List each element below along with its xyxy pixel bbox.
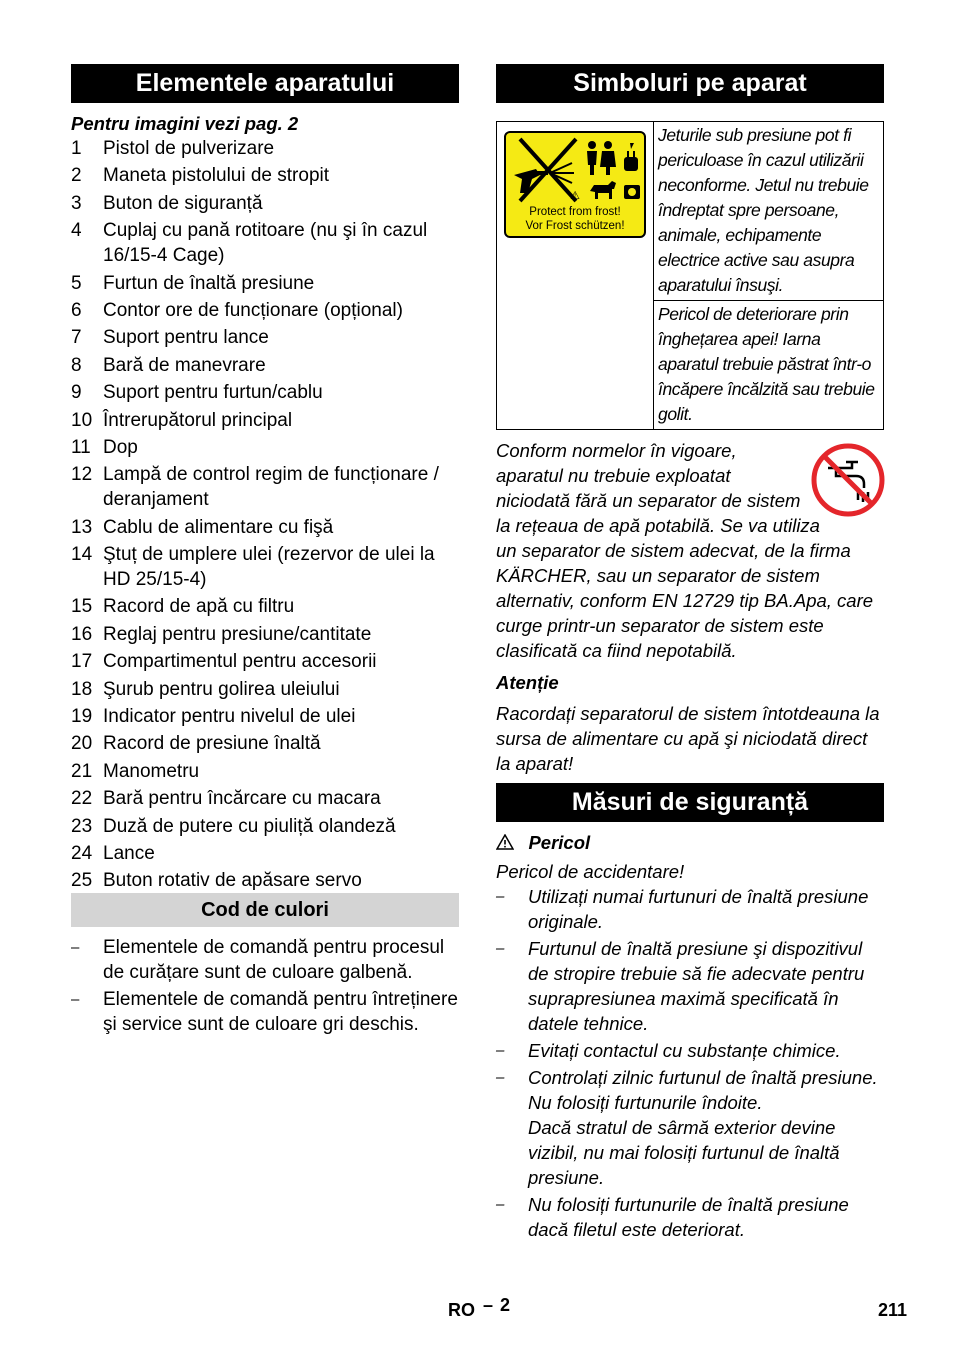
device-element-item: [71, 622, 459, 647]
device-element-item: [71, 704, 459, 729]
page-footer: [0, 1295, 954, 1328]
section-heading-symbols: Simboluri pe aparat: [496, 64, 884, 103]
item-number: 8: [71, 354, 82, 376]
danger-item-line: Nu folosiți furtunurile îndoite.: [528, 1092, 763, 1113]
device-element-item: [71, 841, 459, 866]
device-element-item: [71, 191, 459, 216]
symbol-text-frost: Pericol de deteriorare prin înghețarea apei! Iarna aparatul trebuie păstrat într-o încăpere încălzită sau trebuie golit.: [654, 301, 884, 430]
item-number: 25: [71, 870, 93, 892]
item-number: 1: [71, 138, 82, 159]
no-drinking-water-icon: [810, 442, 886, 518]
item-text: Manometru: [103, 760, 200, 782]
danger-intro: Pericol de accidentare!: [496, 861, 685, 882]
color-code-heading: Cod de culori: [71, 893, 459, 927]
item-text: Furtun de înaltă presiune: [103, 272, 315, 294]
item-text: Maneta pistolului de stropit: [103, 165, 330, 187]
danger-item-line: Nu folosiți furtunurile de înaltă presiune dacă filetul este deteriorat.: [528, 1194, 849, 1240]
device-element-item: [71, 542, 459, 592]
item-text: Duză de putere cu piuliță olandeză: [103, 815, 396, 837]
section-heading-device-elements: Elementele aparatului: [71, 64, 459, 103]
danger-item-line: Controlați zilnic furtunul de înaltă presiune.: [528, 1067, 878, 1088]
danger-item-line: Dacă stratul de sârmă exterior devine vizibil, nu mai folosiți furtunul de înaltă presiune.: [528, 1117, 840, 1188]
item-number: 14: [71, 544, 93, 566]
item-text: Reglaj pentru presiune/cantitate: [103, 623, 372, 645]
color-code-text: Elementele de comandă pentru întreținere şi service sunt de culoare gri deschis.: [103, 988, 458, 1035]
device-element-item: [71, 759, 459, 784]
separator-block: [496, 438, 884, 663]
item-text: Lampă de control regim de funcționare / deranjament: [103, 464, 439, 511]
item-text: Bară pentru încărcare cu macara: [103, 788, 381, 810]
left-column: [71, 64, 459, 1039]
item-number: 5: [71, 272, 82, 294]
item-text: Suport pentru lance: [103, 327, 269, 349]
footer-sub-page: 2: [500, 1295, 511, 1315]
device-element-item: [71, 731, 459, 756]
warning-triangle-icon: ⚠: [570, 190, 580, 202]
item-number: 12: [71, 464, 93, 486]
item-text: Bară de manevrare: [103, 354, 266, 376]
item-number: 15: [71, 596, 93, 618]
item-number: 23: [71, 815, 93, 837]
symbol-text-pressure-jet: Jeturile sub presiune pot fi periculoase în cazul utilizării neconforme. Jetul nu trebuie îndreptat spre persoane, animale, echipamente electrice active sau asupra aparatului însuşi.: [654, 122, 884, 301]
item-number: 6: [71, 299, 82, 321]
page-number: 211: [878, 1300, 908, 1320]
item-number: 20: [71, 733, 93, 755]
item-text: Dop: [103, 436, 138, 458]
item-number: 22: [71, 788, 93, 810]
bullet-dash: –: [496, 1042, 505, 1059]
footer-dash: –: [483, 1295, 494, 1315]
item-text: Şurub pentru golirea uleiului: [103, 678, 340, 700]
danger-item: [496, 1038, 884, 1063]
item-text: Pistol de pulverizare: [103, 138, 275, 159]
danger-heading-row: [496, 831, 884, 855]
item-number: 19: [71, 706, 93, 728]
device-element-item: [71, 136, 459, 161]
item-number: 24: [71, 842, 93, 864]
item-text: Racord de apă cu filtru: [103, 596, 295, 618]
item-text: Contor ore de funcționare (opțional): [103, 299, 403, 321]
bullet-dash: –: [496, 1069, 505, 1086]
frost-label-line-de: Vor Frost schützen!: [525, 220, 625, 232]
device-element-item: [71, 649, 459, 674]
item-number: 2: [71, 165, 82, 187]
item-text: Indicator pentru nivelul de ulei: [103, 706, 356, 728]
danger-item: [496, 884, 884, 934]
item-number: 17: [71, 651, 93, 673]
device-element-item: [71, 163, 459, 188]
item-text: Suport pentru furtun/cablu: [103, 382, 323, 404]
frost-label-line-ro: Protect from frost!: [529, 206, 621, 218]
danger-item: [496, 936, 884, 1036]
danger-item-line: Utilizați numai furtunuri de înaltă presiune originale.: [528, 886, 869, 932]
device-element-item: [71, 271, 459, 296]
device-element-item: [71, 353, 459, 378]
see-images-note: Pentru imagini vezi pag. 2: [71, 113, 299, 134]
electric-plug-icon: [624, 143, 638, 171]
device-element-item: [71, 462, 459, 512]
item-number: 21: [71, 760, 93, 782]
device-elements-list: [71, 136, 459, 893]
symbol-image-cell: [497, 122, 654, 430]
device-element-item: [71, 868, 459, 893]
danger-item-line: Furtunul de înaltă presiune şi dispozitivul de stropire trebuie să fie adecvate pentru suprapresiunea maximă specificată în datele tehnice.: [528, 938, 865, 1034]
frost-warning-label: [504, 131, 646, 238]
item-text: Compartimentul pentru accesorii: [103, 651, 377, 673]
attention-text: Racordați separatorul de sistem întotdeauna la sursa de alimentare cu apă şi niciodată direct la aparat!: [496, 703, 880, 774]
danger-heading: Pericol: [528, 832, 591, 853]
item-number: 11: [71, 436, 91, 458]
people-icon: [587, 141, 616, 175]
device-element-item: [71, 408, 459, 433]
color-code-text: Elementele de comandă pentru procesul de curățare sunt de culoare galbenă.: [103, 936, 445, 983]
item-text: Lance: [103, 842, 155, 864]
item-number: 9: [71, 382, 82, 404]
frost-label-text: [506, 205, 644, 233]
item-text: Racord de presiune înaltă: [103, 733, 321, 755]
bullet-dash: –: [496, 1196, 505, 1213]
symbols-table: [496, 121, 884, 430]
color-code-item: [71, 987, 459, 1037]
attention-heading: Atenție: [496, 672, 559, 693]
warning-triangle-icon: [496, 834, 514, 850]
item-number: 7: [71, 327, 82, 349]
section-heading-safety: Măsuri de siguranță: [496, 783, 884, 822]
device-element-item: [71, 325, 459, 350]
separator-text: Conform normelor în vigoare, aparatul nu trebuie exploatat niciodată fără un separator de sistem la rețeaua de apă potabilă. Se va utiliza un separator de sistem adecvat, de la firma KÄRCHER, sau un separator de sistem alternativ, conform EN 12729 tip BA.Apa, care curge printr-un separator de sistem este clasificată ca fiind nepotabilă.: [496, 440, 874, 661]
device-element-item: [71, 786, 459, 811]
bullet-dash: –: [71, 938, 80, 956]
device-element-item: [71, 380, 459, 405]
item-text: Întrerupătorul principal: [103, 409, 293, 431]
item-text: Ştuț de umplere ulei (rezervor de ulei la HD 25/15-4): [103, 544, 435, 591]
item-number: 10: [71, 409, 93, 431]
footer-language: RO: [448, 1300, 475, 1320]
item-number: 16: [71, 623, 93, 645]
item-text: Buton de siguranță: [103, 192, 263, 214]
bullet-dash: –: [496, 940, 505, 957]
device-element-item: [71, 515, 459, 540]
danger-list: [496, 884, 884, 1242]
danger-item-line: Evitați contactul cu substanțe chimice.: [528, 1040, 841, 1061]
item-text: Cablu de alimentare cu fişă: [103, 516, 334, 538]
item-number: 4: [71, 220, 82, 242]
device-element-item: [71, 435, 459, 460]
device-element-item: [71, 218, 459, 268]
item-number: 13: [71, 516, 93, 538]
item-number: 3: [71, 192, 82, 214]
danger-item: [496, 1065, 884, 1190]
item-text: Cuplaj cu pană rotitoare (nu şi în cazul 16/15-4 Cage): [103, 220, 428, 267]
danger-item: [496, 1192, 884, 1242]
bullet-dash: –: [496, 888, 505, 905]
right-column: [496, 64, 884, 1244]
device-element-item: [71, 814, 459, 839]
item-text: Buton rotativ de apăsare servo: [103, 870, 362, 892]
item-number: 18: [71, 678, 93, 700]
bullet-dash: –: [71, 990, 80, 1008]
device-element-item: [71, 677, 459, 702]
device-element-item: [71, 594, 459, 619]
device-element-item: [71, 298, 459, 323]
color-code-list: [71, 935, 459, 1037]
color-code-item: [71, 935, 459, 985]
